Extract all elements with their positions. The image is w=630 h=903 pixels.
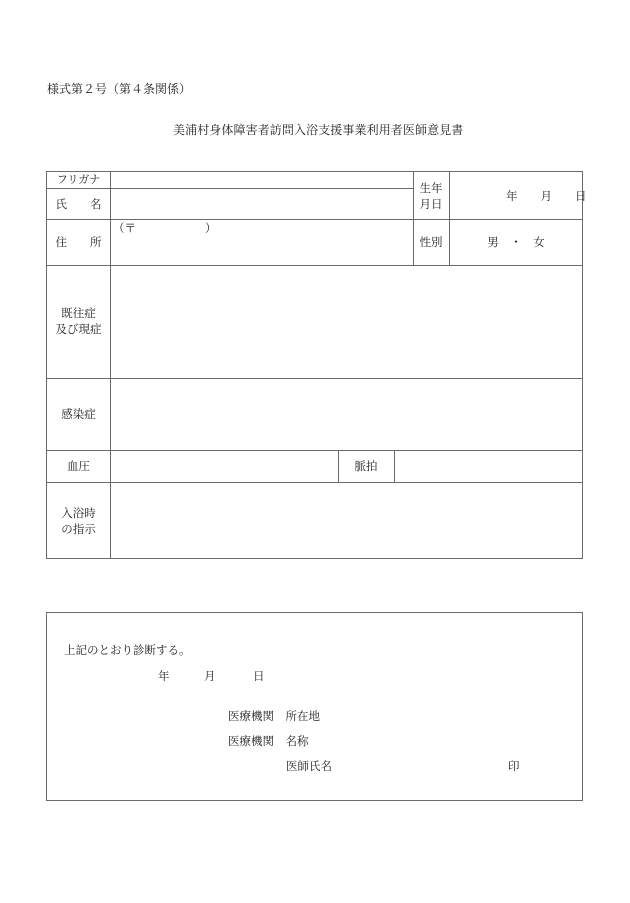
institution-address-label: 医療機関 所在地: [228, 709, 320, 723]
furigana-label: フリガナ: [56, 173, 101, 186]
bath-instructions-label-line1: 入浴時: [61, 506, 96, 520]
name-field[interactable]: [111, 189, 413, 219]
form-number: 様式第２号（第４条関係）: [47, 82, 192, 96]
sex-options[interactable]: 男 ・ 女: [487, 235, 545, 249]
address-field[interactable]: [111, 236, 413, 265]
bath-instructions-field[interactable]: [111, 483, 582, 558]
column-divider: [449, 172, 450, 265]
infection-label: 感染症: [61, 407, 96, 421]
history-label-line2: 及び現症: [55, 322, 102, 336]
dob-field[interactable]: 年 月 日: [506, 189, 587, 203]
pulse-field[interactable]: [395, 451, 582, 482]
dob-label-line1: 生年: [419, 181, 443, 195]
institution-name-label: 医療機関 名称: [228, 734, 309, 748]
name-label: 氏 名: [55, 197, 102, 211]
date-day: 日: [253, 669, 265, 683]
seal-mark: 印: [508, 759, 520, 773]
history-field[interactable]: [111, 266, 582, 378]
patient-info-table: [46, 171, 587, 559]
certification-statement: 上記のとおり診断する。: [64, 643, 191, 657]
dob-label-line2: 月日: [419, 197, 443, 211]
blood-pressure-field[interactable]: [111, 451, 338, 482]
doctor-name-field[interactable]: [347, 753, 502, 775]
postal-code-field[interactable]: （〒 ）: [113, 221, 217, 235]
pulse-label: 脈拍: [354, 459, 378, 473]
institution-address-field[interactable]: [337, 703, 567, 725]
document-title: 美浦村身体障害者訪問入浴支援事業利用者医師意見書: [173, 123, 464, 137]
sex-label: 性別: [419, 235, 443, 249]
certification-box: [46, 612, 583, 801]
address-label: 住 所: [55, 235, 102, 249]
date-year: 年: [158, 669, 170, 683]
bath-instructions-label-line2: の指示: [61, 522, 96, 536]
institution-name-field[interactable]: [317, 728, 567, 750]
blood-pressure-label: 血圧: [67, 459, 90, 473]
history-label-line1: 既往症: [61, 306, 96, 320]
date-month: 月: [204, 669, 216, 683]
furigana-field[interactable]: [111, 172, 413, 188]
certification-date-field[interactable]: [147, 663, 277, 685]
doctor-name-label: 医師氏名: [286, 759, 332, 773]
infection-field[interactable]: [111, 379, 582, 450]
